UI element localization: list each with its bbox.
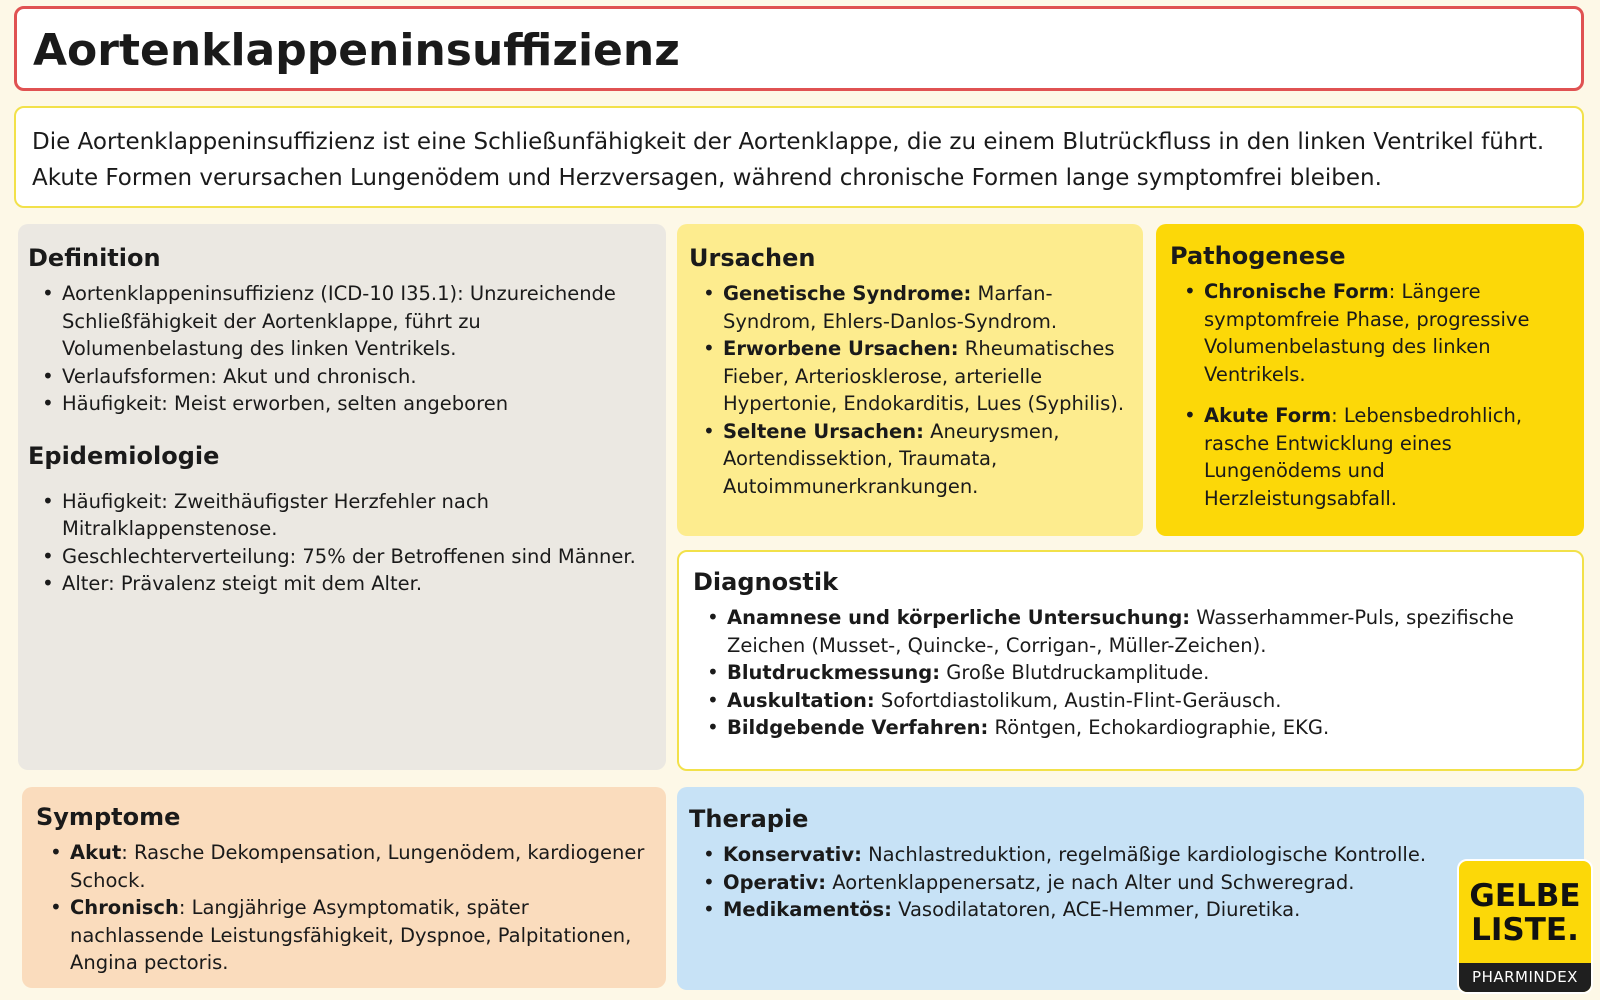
title-box xyxy=(14,6,1584,91)
list-item xyxy=(689,896,1572,924)
intro-text: Die Aortenklappeninsuffizienz ist eine Schließunfähigkeit der Aortenklappe, die zu einem Blutrückfluss in den linken Ventrikel führt. Akute Formen verursachen Lungenödem und Herzversagen, während chronische Formen lange symptomfrei bleiben. xyxy=(32,129,1545,191)
pathogenesis-list xyxy=(1170,278,1570,512)
therapy-list xyxy=(689,841,1572,924)
item-text: Marfan-Syndrom, Ehlers-Danlos-Syndrom. xyxy=(723,282,1058,333)
logo-wordmark xyxy=(1459,879,1591,947)
list-item xyxy=(689,335,1131,418)
item-text: Sofortdiastolikum, Austin-Flint-Geräusch. xyxy=(874,688,1282,712)
item-label: Chronische Form xyxy=(1204,280,1389,303)
gelbe-liste-logo xyxy=(1457,859,1593,994)
list-item: • Verlaufsformen: Akut und chronisch. xyxy=(28,363,656,391)
list-item: • Geschlechterverteilung: 75% der Betroffenen sind Männer. xyxy=(28,543,656,571)
item-text: Wasserhammer-Puls, spezifische Zeichen (Musset-, Quincke-, Corrigan-, Müller-Zeichen). xyxy=(727,606,1514,657)
list-item xyxy=(693,687,1568,715)
list-item: • Häufigkeit: Meist erworben, selten angeboren xyxy=(28,390,656,418)
list-item xyxy=(36,894,652,977)
list-item xyxy=(693,604,1568,659)
list-item xyxy=(1170,278,1570,388)
definition-card xyxy=(18,224,666,770)
causes-card xyxy=(677,224,1143,536)
therapy-heading: Therapie xyxy=(689,805,809,833)
item-text: : Rasche Dekompensation, Lungenödem, kardiogener Schock. xyxy=(70,841,645,892)
pathogenesis-heading: Pathogenese xyxy=(1170,242,1346,270)
list-item xyxy=(689,418,1131,501)
definition-list xyxy=(28,280,656,418)
diagnostics-heading: Diagnostik xyxy=(693,568,839,596)
list-item xyxy=(689,280,1131,335)
list-item: • Häufigkeit: Zweithäufigster Herzfehler nach Mitralklappenstenose. xyxy=(28,488,656,543)
list-item xyxy=(1170,402,1570,512)
diagnostics-list xyxy=(693,604,1568,742)
page-title: Aortenklappeninsuffizienz xyxy=(33,25,680,76)
item-label: Akute Form xyxy=(1204,404,1332,427)
item-label: Blutdruckmessung: xyxy=(727,661,941,684)
item-label: Auskultation: xyxy=(727,688,875,712)
causes-heading: Ursachen xyxy=(689,244,816,272)
item-label: Medikamentös: xyxy=(723,898,892,921)
symptoms-list xyxy=(36,839,652,977)
causes-list xyxy=(689,280,1131,500)
list-item xyxy=(693,714,1568,742)
intro-box xyxy=(14,106,1584,208)
item-text: : Längere symptomfreie Phase, progressive Volumenbelastung des linken Ventrikels. xyxy=(1204,280,1530,386)
symptoms-heading: Symptome xyxy=(36,803,181,831)
item-text: : Langjährige Asymptomatik, später nachlassende Leistungsfähigkeit, Dyspnoe, Palpitationen, Angina pectoris. xyxy=(70,896,632,974)
epidemiology-heading: Epidemiologie xyxy=(28,441,220,470)
item-text: Röntgen, Echokardiographie, EKG. xyxy=(988,716,1330,739)
item-label: Bildgebende Verfahren: xyxy=(727,716,989,739)
item-label: Chronisch xyxy=(70,896,179,919)
item-text: Aortenklappenersatz, je nach Alter und Schweregrad. xyxy=(826,870,1355,894)
item-label: Erworbene Ursachen: xyxy=(723,337,959,360)
symptoms-card xyxy=(22,787,666,988)
item-text: Große Blutdruckamplitude. xyxy=(940,661,1210,684)
item-label: Anamnese und körperliche Untersuchung: xyxy=(727,606,1191,629)
item-text: : Lebensbedrohlich, rasche Entwicklung eines Lungenödems und Herzleistungsabfall. xyxy=(1204,404,1523,510)
list-item: • Aortenklappeninsuffizienz (ICD-10 I35.1): Unzureichende Schließfähigkeit der Aortenklappe, führt zu Volumenbelastung des linken Ventrikels. xyxy=(28,280,656,363)
item-text: Aneurysmen, Aortendissektion, Traumata, Autoimmunerkrankungen. xyxy=(723,419,1060,498)
item-label: Seltene Ursachen: xyxy=(723,419,924,443)
item-label: Akut xyxy=(70,841,122,864)
list-item xyxy=(36,839,652,894)
list-item: • Alter: Prävalenz steigt mit dem Alter. xyxy=(28,570,656,598)
epidemiology-section xyxy=(28,440,656,598)
list-item xyxy=(689,841,1572,869)
item-label: Genetische Syndrome: xyxy=(723,282,972,305)
therapy-card xyxy=(677,787,1584,990)
logo-line-2: LISTE. xyxy=(1471,912,1579,948)
epidemiology-list xyxy=(28,488,656,598)
definition-heading: Definition xyxy=(28,244,161,272)
item-text: Vasodilatatoren, ACE-Hemmer, Diuretika. xyxy=(891,898,1301,921)
pathogenesis-card xyxy=(1156,224,1584,536)
list-item xyxy=(693,659,1568,687)
item-text: Nachlastreduktion, regelmäßige kardiologische Kontrolle. xyxy=(861,843,1427,866)
item-label: Operativ: xyxy=(723,870,827,894)
logo-subtitle: PHARMINDEX xyxy=(1459,963,1591,992)
diagnostics-card xyxy=(677,550,1584,771)
list-item xyxy=(689,869,1572,897)
item-label: Konservativ: xyxy=(723,843,862,866)
item-text: Rheumatisches Fieber, Arteriosklerose, arterielle Hypertonie, Endokarditis, Lues (Syphilis). xyxy=(723,337,1125,415)
logo-line-1: GELBE xyxy=(1469,878,1581,914)
